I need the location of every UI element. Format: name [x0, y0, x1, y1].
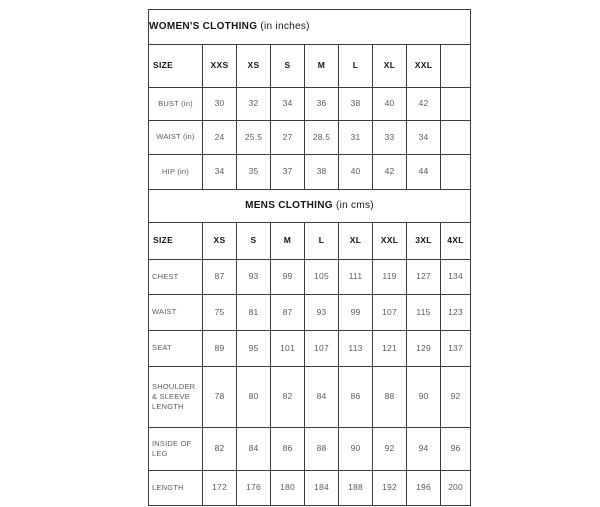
row-label-inside-leg: INSIDE OF LEG	[149, 428, 203, 471]
data-cell: 81	[237, 295, 271, 331]
men-title-row	[149, 190, 471, 223]
table-row-bust	[149, 88, 471, 121]
data-cell: 101	[271, 331, 305, 367]
men-header-xs: XS	[203, 223, 237, 260]
women-section-title	[149, 10, 471, 45]
men-header-size: SIZE	[149, 223, 203, 260]
data-cell: 96	[441, 428, 471, 471]
data-cell: 113	[339, 331, 373, 367]
data-cell: 82	[271, 367, 305, 428]
data-cell: 75	[203, 295, 237, 331]
data-cell: 37	[271, 155, 305, 190]
data-cell: 188	[339, 471, 373, 506]
data-cell: 184	[305, 471, 339, 506]
women-header-l: L	[339, 45, 373, 88]
data-cell: 28.5	[305, 121, 339, 155]
data-cell: 42	[407, 88, 441, 121]
data-cell: 88	[305, 428, 339, 471]
data-cell: 25.5	[237, 121, 271, 155]
data-cell: 180	[271, 471, 305, 506]
data-cell: 31	[339, 121, 373, 155]
data-cell: 42	[373, 155, 407, 190]
women-header-m: M	[305, 45, 339, 88]
table-row-inside-leg	[149, 428, 471, 471]
data-cell: 87	[271, 295, 305, 331]
data-cell: 82	[203, 428, 237, 471]
row-label-bust: BUST (in)	[149, 88, 203, 121]
data-cell: 27	[271, 121, 305, 155]
data-cell: 78	[203, 367, 237, 428]
men-header-row	[149, 223, 471, 260]
men-header-m: M	[271, 223, 305, 260]
women-header-size: SIZE	[149, 45, 203, 88]
data-cell: 24	[203, 121, 237, 155]
women-header-xs: XS	[237, 45, 271, 88]
women-title-note: (in inches)	[260, 21, 310, 33]
data-cell: 105	[305, 260, 339, 295]
table-row-length	[149, 471, 471, 506]
data-cell: 94	[407, 428, 441, 471]
data-cell: 129	[407, 331, 441, 367]
data-cell: 123	[441, 295, 471, 331]
data-cell-empty	[441, 121, 471, 155]
data-cell: 115	[407, 295, 441, 331]
men-header-4xl: 4XL	[441, 223, 471, 260]
men-title-text: MENS CLOTHING	[245, 200, 333, 212]
table-row-waist-men	[149, 295, 471, 331]
men-header-xxl: XXL	[373, 223, 407, 260]
row-label-waist-women: WAIST (in)	[149, 121, 203, 155]
row-label-shoulder-sleeve: SHOULDER & SLEEVE LENGTH	[149, 367, 203, 428]
men-header-xl: XL	[339, 223, 373, 260]
data-cell: 99	[339, 295, 373, 331]
men-header-l: L	[305, 223, 339, 260]
row-label-waist-men: WAIST	[149, 295, 203, 331]
data-cell: 176	[237, 471, 271, 506]
data-cell: 84	[237, 428, 271, 471]
data-cell: 127	[407, 260, 441, 295]
table-row-waist-women	[149, 121, 471, 155]
table-row-shoulder-sleeve	[149, 367, 471, 428]
data-cell: 38	[339, 88, 373, 121]
data-cell: 192	[373, 471, 407, 506]
data-cell: 121	[373, 331, 407, 367]
data-cell: 93	[237, 260, 271, 295]
data-cell: 90	[407, 367, 441, 428]
women-header-s: S	[271, 45, 305, 88]
data-cell: 99	[271, 260, 305, 295]
data-cell: 92	[441, 367, 471, 428]
data-cell: 137	[441, 331, 471, 367]
data-cell: 33	[373, 121, 407, 155]
data-cell: 89	[203, 331, 237, 367]
data-cell: 93	[305, 295, 339, 331]
data-cell: 84	[305, 367, 339, 428]
data-cell: 30	[203, 88, 237, 121]
data-cell: 107	[373, 295, 407, 331]
women-header-empty	[441, 45, 471, 88]
data-cell: 119	[373, 260, 407, 295]
women-header-row	[149, 45, 471, 88]
data-cell: 80	[237, 367, 271, 428]
data-cell: 36	[305, 88, 339, 121]
data-cell: 86	[271, 428, 305, 471]
women-header-xl: XL	[373, 45, 407, 88]
data-cell: 86	[339, 367, 373, 428]
data-cell: 134	[441, 260, 471, 295]
data-cell: 92	[373, 428, 407, 471]
women-title-text: WOMEN'S CLOTHING	[149, 21, 258, 33]
men-header-3xl: 3XL	[407, 223, 441, 260]
data-cell: 172	[203, 471, 237, 506]
row-label-seat: SEAT	[149, 331, 203, 367]
data-cell: 38	[305, 155, 339, 190]
data-cell: 88	[373, 367, 407, 428]
data-cell: 44	[407, 155, 441, 190]
data-cell: 107	[305, 331, 339, 367]
women-title-row	[149, 10, 471, 45]
men-title-note: (in cms)	[335, 200, 374, 212]
table-row-chest	[149, 260, 471, 295]
size-chart-table	[148, 9, 471, 506]
data-cell: 34	[271, 88, 305, 121]
data-cell: 87	[203, 260, 237, 295]
women-header-xxl: XXL	[407, 45, 441, 88]
data-cell: 95	[237, 331, 271, 367]
data-cell-empty	[441, 88, 471, 121]
data-cell: 196	[407, 471, 441, 506]
data-cell: 35	[237, 155, 271, 190]
data-cell: 90	[339, 428, 373, 471]
row-label-chest: CHEST	[149, 260, 203, 295]
data-cell: 32	[237, 88, 271, 121]
data-cell: 200	[441, 471, 471, 506]
data-cell: 111	[339, 260, 373, 295]
men-header-s: S	[237, 223, 271, 260]
data-cell: 34	[407, 121, 441, 155]
row-label-hip: HIP (in)	[149, 155, 203, 190]
men-section-title	[149, 190, 471, 223]
data-cell: 34	[203, 155, 237, 190]
data-cell: 40	[339, 155, 373, 190]
table-row-seat	[149, 331, 471, 367]
row-label-length: LENGTH	[149, 471, 203, 506]
data-cell: 40	[373, 88, 407, 121]
women-header-xxs: XXS	[203, 45, 237, 88]
data-cell-empty	[441, 155, 471, 190]
table-row-hip	[149, 155, 471, 190]
